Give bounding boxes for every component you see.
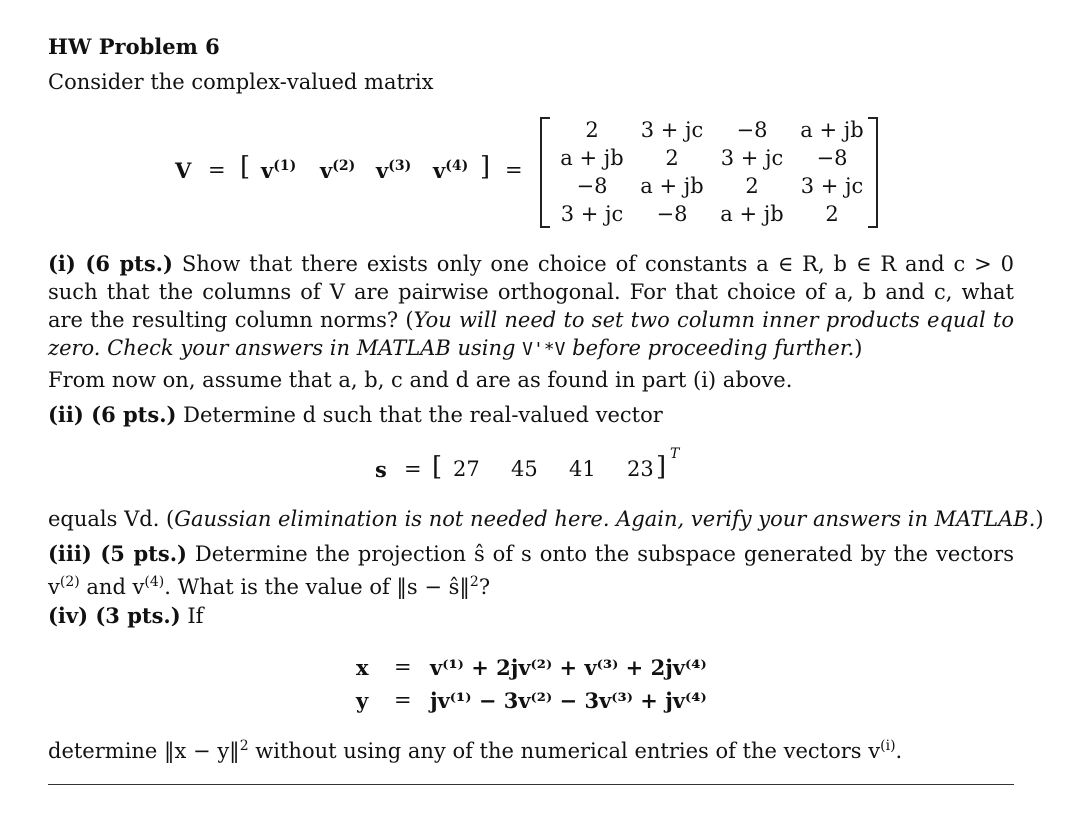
x-expression: v⁽¹⁾ + 2jv⁽²⁾ + v⁽³⁾ + 2jv⁽⁴⁾ (430, 655, 707, 680)
part-iii-text: Determine the projection ŝ of s onto the subspace generated by the vectors v (48, 542, 1014, 599)
transpose-superscript: T (670, 446, 680, 462)
matrix-cell: 3 + jc (560, 202, 624, 226)
equals-sign: = (394, 688, 412, 712)
part-i-note: You will need to set two column inner products equal to zero. Check your answers in MATLAB using (48, 308, 1015, 360)
matrix-cell: 2 (745, 174, 759, 198)
part-i-label: (i) (6 pts.) (48, 251, 173, 276)
part-iii-label: (iii) (5 pts.) (48, 541, 187, 566)
matrix-cell: 2 (585, 118, 599, 142)
matrix-table (552, 116, 872, 228)
superscript: 2 (469, 574, 479, 590)
superscript: (i) (880, 738, 896, 754)
part-iii (48, 540, 1014, 601)
part-ii-label: (ii) (6 pts.) (48, 402, 177, 427)
matrix-cell: a + jb (560, 146, 624, 170)
matrix-cell: 3 + jc (800, 174, 864, 198)
part-i-close: ) (854, 336, 863, 360)
superscript: 2 (239, 738, 249, 754)
part-iv (48, 603, 203, 628)
matrix-row (552, 144, 872, 172)
assumption-text: From now on, assume that a, b, c and d are as found in part (i) above. (48, 368, 793, 392)
matlab-code: V'*V (522, 339, 566, 360)
vector-entry: 23 (627, 457, 654, 481)
equals-sign: = (404, 457, 422, 481)
column-vector: $v^{(3)}$ (376, 158, 412, 183)
matrix-cell: −8 (736, 118, 768, 142)
left-bracket: [ (432, 452, 443, 482)
part-iii-text: ? (478, 575, 491, 599)
part-iii-text: . What is the value of ‖s − ŝ‖ (164, 575, 470, 599)
matrix-cell: −8 (576, 174, 608, 198)
matrix-cell: 2 (665, 146, 679, 170)
x-symbol: x (356, 655, 369, 680)
s-symbol: s (375, 457, 387, 482)
part-iii-text: and v (79, 575, 145, 599)
equals-vd-close: ) (1035, 507, 1044, 531)
equals-vd-text: equals Vd. ( (48, 507, 175, 531)
equals-sign: = (505, 158, 523, 182)
matrix-cell: a + jb (800, 118, 864, 142)
matrix-symbol: V (175, 158, 192, 183)
column-vector: $v^{(4)}$ (433, 158, 469, 183)
intro-text: Consider the complex-valued matrix (48, 70, 434, 94)
y-expression: jv⁽¹⁾ − 3v⁽²⁾ − 3v⁽³⁾ + jv⁽⁴⁾ (430, 688, 707, 713)
matrix-cell: 2 (825, 202, 839, 226)
part-i (48, 250, 1014, 364)
column-vector: $v^{(2)}$ (320, 158, 356, 183)
part-iv-label: (iv) (3 pts.) (48, 603, 181, 628)
part-ii (48, 402, 663, 427)
right-bracket: ] (656, 452, 667, 482)
matrix-cell: −8 (656, 202, 688, 226)
vector-entry: 45 (511, 457, 538, 481)
equals-vd-note: Gaussian elimination is not needed here. Again, verify your answers in MATLAB. (174, 507, 1036, 531)
vector-entry: 27 (453, 457, 480, 481)
y-symbol: y (356, 688, 369, 713)
final-text: without using any of the numerical entries of the vectors v (248, 739, 881, 763)
superscript: (4) (144, 574, 165, 590)
bottom-rule (48, 784, 1014, 785)
matrix-row (552, 200, 872, 228)
superscript: (2) (59, 574, 80, 590)
matrix-cell: a + jb (720, 202, 784, 226)
equals-vd-line (48, 507, 1044, 531)
equals-sign: = (208, 158, 226, 182)
matrix-cell: a + jb (640, 174, 704, 198)
matrix-cell: 3 + jc (640, 118, 704, 142)
final-text: . (895, 739, 903, 763)
left-bracket: [ (240, 152, 251, 182)
column-vector: $v^{(1)}$ (261, 158, 297, 183)
matrix-left-bracket (540, 117, 550, 228)
matrix-row (552, 116, 872, 144)
part-iv-text: If (187, 604, 204, 628)
part-ii-text: Determine d such that the real-valued vector (183, 403, 663, 427)
matrix-cell: 3 + jc (720, 146, 784, 170)
right-bracket: ] (480, 152, 491, 182)
part-i-text: Show that there exists only one choice of constants a ∈ R, b ∈ R and c > 0 such that the columns of V are pairwise orthogonal. For that choice of a, b and c, what are the resulting column norms? ( (48, 252, 1014, 332)
final-text: determine ‖x − y‖ (48, 739, 240, 763)
vector-entry: 41 (569, 457, 596, 481)
matrix-row (552, 172, 872, 200)
equals-sign: = (394, 655, 412, 679)
final-line (48, 738, 902, 763)
page-title: HW Problem 6 (48, 34, 220, 59)
matrix-cell: −8 (816, 146, 848, 170)
part-i-note-end: before proceeding further. (565, 336, 855, 360)
matrix-right-bracket (868, 117, 878, 228)
